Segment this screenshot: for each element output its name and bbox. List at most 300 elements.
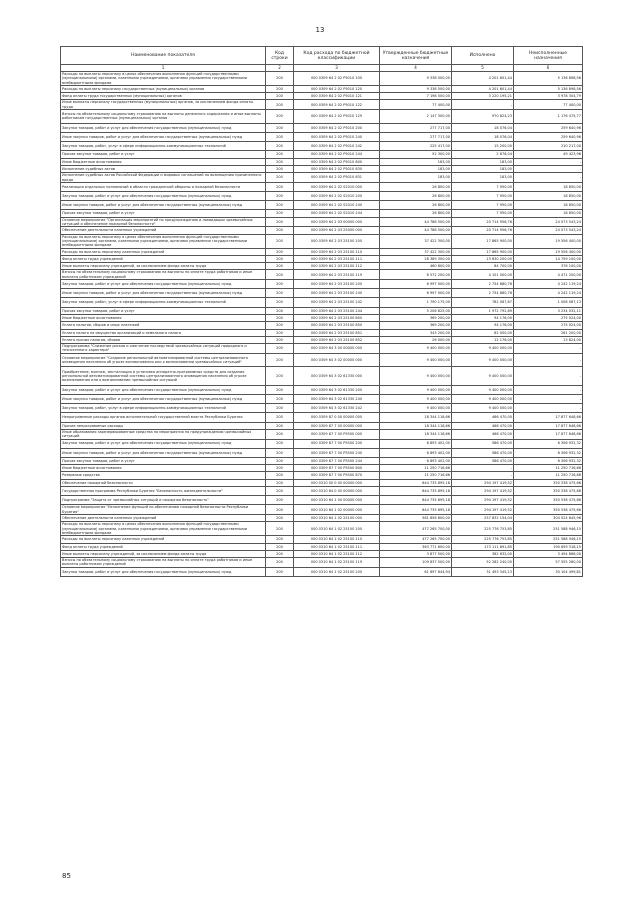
budget-code-cell: 000 0309 64 2 02 Р5010 800 [294,158,380,165]
approved-amount-cell: 44 788 500,00 [380,227,452,234]
budget-code-cell: 000 0310 00 0 00 00000 000 [294,479,380,486]
row-code-cell: 200 [266,123,294,132]
row-code-cell: 200 [266,210,294,217]
unexecuted-amount-cell: 210 217,00 [514,142,583,151]
table-row [61,515,583,522]
column-header: Код расхода по бюджетной классификации [294,47,380,65]
column-header: Код строки [266,47,294,65]
row-code-cell: 200 [266,133,294,142]
indicator-name-cell: Расходы на выплаты персоналу казенных учреждений [61,536,266,543]
table-row [61,210,583,217]
indicator-name-cell: Иные закупки товаров, работ и услуг для обеспечения государственных (муниципальных) нужд [61,448,266,457]
table-row [61,192,583,201]
table-row [61,496,583,505]
executed-amount-cell: 466 470,00 [452,422,514,429]
row-code-cell: 200 [266,344,294,354]
indicator-name-cell: Приобретение, монтаж, инсталляция и установка аппаратно-программных средств для создания региональной автоматизированной системы централизованного оповещения населения об угрозе возникновения или о возникновении чрезвычайных ситуаций [61,367,266,385]
table-row [61,472,583,479]
budget-code-cell: 000 0309 64 3 02 00000 000 [294,353,380,367]
table-row [61,522,583,536]
table-row [61,404,583,413]
table-row [61,439,583,448]
table-row [61,413,583,422]
budget-code-cell: 000 0309 64 2 03 25100 200 [294,280,380,289]
column-header: Утвержденные бюджетные назначения [380,47,452,65]
row-code-cell: 200 [266,522,294,536]
budget-code-cell: 000 0309 64 2 02 S2010 200 [294,192,380,201]
table-row [61,487,583,496]
table-row [61,280,583,289]
column-header: Неисполненные назначения [514,47,583,65]
table-row [61,558,583,568]
table-row [61,429,583,439]
unexecuted-amount-cell: 24 073 543,24 [514,227,583,234]
approved-amount-cell: 37 422 300,00 [380,248,452,255]
executed-amount-cell: 9 400 000,00 [452,404,514,413]
unexecuted-amount-cell: 11 250 716,66 [514,465,583,472]
approved-amount-cell: 7 198 500,00 [380,93,452,100]
unexecuted-amount-cell: - [514,158,583,165]
row-code-cell: 200 [266,567,294,576]
budget-code-cell: 000 0309 64 3 02 61330 240 [294,395,380,404]
unexecuted-amount-cell: 261 200,00 [514,329,583,336]
approved-amount-cell: 28 389 300,00 [380,255,452,262]
row-code-cell: 200 [266,158,294,165]
table-row [61,550,583,557]
budget-code-cell: 000 0309 64 2 03 25100 850 [294,322,380,329]
row-code-cell: 200 [266,465,294,472]
approved-amount-cell: 561 856 800,00 [380,515,452,522]
approved-amount-cell: 61 697 844,94 [380,567,452,576]
unexecuted-amount-cell: 3 234 032,11 [514,307,583,314]
approved-amount-cell: 183,00 [380,166,452,173]
table-row [61,448,583,457]
unexecuted-amount-cell: 49 423,96 [514,151,583,158]
table-row [61,479,583,486]
column-number: 3 [294,65,380,72]
table-row [61,289,583,298]
executed-amount-cell: 20 714 956,76 [452,217,514,227]
unexecuted-amount-cell: 30 104 499,81 [514,567,583,576]
unexecuted-amount-cell: 13 824,00 [514,336,583,343]
indicator-name-cell: Государственная программа Республики Бурятия "Безопасность жизнедеятельности" [61,487,266,496]
executed-amount-cell: 82 000,00 [452,329,514,336]
budget-code-cell: 000 0310 64 1 02 25100 000 [294,515,380,522]
indicator-name-cell: Прочая закупка товаров, работ и услуг [61,151,266,158]
budget-code-cell: 000 0309 87 7 00 Р5500 244 [294,457,380,464]
approved-amount-cell: 225 417,00 [380,142,452,151]
executed-amount-cell: 183,00 [452,158,514,165]
executed-amount-cell: 294 197 419,52 [452,479,514,486]
column-number: 1 [61,65,266,72]
executed-amount-cell: 17 865 900,00 [452,248,514,255]
unexecuted-amount-cell: 14 759 100,00 [514,255,583,262]
indicator-name-cell: Подпрограмма "Защита от чрезвычайных ситуаций и пожарная безопасность" [61,496,266,505]
executed-amount-cell: - [452,472,514,479]
budget-code-cell: 000 0309 64 2 02 Р5010 200 [294,123,380,132]
row-code-cell: 200 [266,448,294,457]
budget-code-cell: 000 0309 64 2 02 S2010 244 [294,210,380,217]
approved-amount-cell: 644 735 895,18 [380,505,452,515]
executed-amount-cell: 586 470,00 [452,439,514,448]
executed-amount-cell: 183,00 [452,173,514,183]
budget-code-cell: 000 0309 87 7 00 Р5500 200 [294,439,380,448]
unexecuted-amount-cell: 24 073 543,24 [514,217,583,227]
column-number: 6 [514,65,583,72]
row-code-cell: 200 [266,479,294,486]
executed-amount-cell: 7 950,00 [452,192,514,201]
unexecuted-amount-cell: - [514,395,583,404]
budget-code-cell: 000 0310 64 1 02 25100 119 [294,558,380,568]
indicator-name-cell: Взносы по обязательному социальному страхованию на выплаты денежного содержания и иные выплаты работникам государственных (муниципальных) органов [61,110,266,124]
executed-amount-cell: 9 400 000,00 [452,395,514,404]
row-code-cell: 200 [266,110,294,124]
budget-code-cell: 000 0309 64 2 03 00000 000 [294,217,380,227]
table-row [61,133,583,142]
budget-code-cell: 000 0309 64 2 03 25100 111 [294,255,380,262]
indicator-name-cell: Закупка товаров, работ и услуг для обеспечения государственных (муниципальных) нужд [61,280,266,289]
executed-amount-cell: 12 176,00 [452,336,514,343]
executed-amount-cell: - [452,100,514,110]
executed-amount-cell: 4 101 000,00 [452,270,514,280]
unexecuted-amount-cell: 350 538 475,66 [514,487,583,496]
table-body [61,72,583,577]
table-row [61,255,583,262]
table-row [61,166,583,173]
executed-amount-cell: 466 470,00 [452,429,514,439]
executed-amount-cell: 31 493 345,13 [452,567,514,576]
executed-amount-cell: 17 865 900,00 [452,234,514,248]
table-row [61,85,583,92]
indicator-name-cell: Закупка товаров, работ, услуг в сфере информационно-коммуникационных технологий [61,404,266,413]
budget-code-cell: 000 0309 64 2 02 Р5010 244 [294,151,380,158]
unexecuted-amount-cell: 259 640,96 [514,133,583,142]
executed-amount-cell: 782 087,87 [452,298,514,307]
budget-code-cell: 000 0309 64 2 02 Р5010 129 [294,110,380,124]
budget-code-cell: 000 0310 64 1 00 00000 000 [294,496,380,505]
table-row [61,270,583,280]
budget-code-cell: 000 0309 87 7 00 Р5500 240 [294,448,380,457]
column-number-row [61,65,583,72]
executed-amount-cell: 15 200,00 [452,142,514,151]
indicator-name-cell: Фонд оплаты труда учреждений [61,255,266,262]
executed-amount-cell: 382 632,00 [452,550,514,557]
row-code-cell: 200 [266,289,294,298]
approved-amount-cell: 6 893 402,00 [380,439,452,448]
indicator-name-cell: Закупка товаров, работ и услуг для обеспечения государственных (муниципальных) нужд [61,123,266,132]
unexecuted-amount-cell: 57 555 260,00 [514,558,583,568]
row-code-cell: 200 [266,270,294,280]
executed-amount-cell: 466 470,00 [452,413,514,422]
row-code-cell: 200 [266,151,294,158]
indicator-name-cell: Прочие непрограммные расходы [61,422,266,429]
table-row [61,344,583,354]
table-row [61,422,583,429]
budget-code-cell: 000 0309 87 7 00 Р5500 870 [294,472,380,479]
indicator-name-cell: Обеспечение деятельности казенных учреждений [61,515,266,522]
indicator-name-cell: Исполнение судебных актов [61,166,266,173]
approved-amount-cell: 26 800,00 [380,210,452,217]
column-header: Исполнено [452,47,514,65]
unexecuted-amount-cell: 3 978 304,79 [514,93,583,100]
approved-amount-cell: 26 800,00 [380,182,452,191]
budget-code-cell: 000 0309 64 2 02 Р5010 240 [294,133,380,142]
approved-amount-cell: 8 572 200,00 [380,270,452,280]
approved-amount-cell: 18 344 118,66 [380,429,452,439]
unexecuted-amount-cell: 19 556 400,00 [514,248,583,255]
budget-code-cell: 000 0310 64 1 02 25100 200 [294,567,380,576]
executed-amount-cell: 225 776 753,85 [452,522,514,536]
row-code-cell: 200 [266,385,294,394]
budget-code-cell: 000 0309 64 2 02 Р5010 100 [294,72,380,86]
executed-amount-cell: 94 176,00 [452,322,514,329]
approved-amount-cell: 369 200,00 [380,314,452,321]
budget-code-cell: 000 0309 64 2 03 25100 240 [294,289,380,298]
approved-amount-cell: 6 997 000,00 [380,289,452,298]
table-row [61,234,583,248]
indicator-name-cell: Закупка товаров, работ и услуг для обеспечения государственных (муниципальных) нужд [61,385,266,394]
executed-amount-cell: 9 400 000,00 [452,344,514,354]
unexecuted-amount-cell: - [514,367,583,385]
approved-amount-cell: 11 250 716,66 [380,472,452,479]
indicator-name-cell: Прочая закупка товаров, работ и услуг [61,307,266,314]
budget-code-cell: 000 0309 64 2 03 25000 000 [294,227,380,234]
page-number: 13 [315,26,325,34]
table-row [61,100,583,110]
row-code-cell: 200 [266,336,294,343]
column-number: 4 [380,65,452,72]
unexecuted-amount-cell: 251 588 946,15 [514,522,583,536]
indicator-name-cell: Расходы на выплаты персоналу в целях обеспечения выполнения функций государственными (муниципальными) органами, казенными учреждениями, органами управления государственными внебюджетными фондами [61,72,266,86]
unexecuted-amount-cell: 350 538 475,66 [514,505,583,515]
indicator-name-cell: Закупка товаров, работ, услуг в сфере информационно-коммуникационных технологий [61,298,266,307]
unexecuted-amount-cell: 6 306 932,32 [514,439,583,448]
row-code-cell: 200 [266,429,294,439]
indicator-name-cell: Реализация отдельных полномочий в области гражданской обороны и пожарной безопасности [61,182,266,191]
budget-code-cell: 000 0309 64 2 03 25100 851 [294,329,380,336]
column-number: 5 [452,65,514,72]
budget-code-cell: 000 0309 87 7 00 00000 000 [294,422,380,429]
budget-code-cell: 000 0310 64 1 02 25100 111 [294,543,380,550]
approved-amount-cell: 644 735 895,18 [380,479,452,486]
unexecuted-amount-cell: 251 588 946,15 [514,536,583,543]
row-code-cell: 200 [266,166,294,173]
unexecuted-amount-cell: 17 877 648,66 [514,429,583,439]
table-row [61,142,583,151]
unexecuted-amount-cell: 18 850,00 [514,182,583,191]
budget-code-cell: 000 0309 64 2 02 Р5010 831 [294,173,380,183]
row-code-cell: 200 [266,353,294,367]
unexecuted-amount-cell: 6 306 932,32 [514,457,583,464]
row-code-cell: 200 [266,201,294,210]
indicator-name-cell: Иные выплаты персоналу учреждений, за исключением фонда оплаты труда [61,550,266,557]
indicator-name-cell: Иные выплаты персоналу учреждений, за исключением фонда оплаты труда [61,263,266,270]
indicator-name-cell: Иные закупки товаров, работ и услуг для обеспечения государственных (муниципальных) нужд [61,201,266,210]
row-code-cell: 200 [266,263,294,270]
indicator-name-cell: Закупка товаров, работ и услуг для обеспечения государственных (муниципальных) нужд [61,192,266,201]
budget-code-cell: 000 0309 64 2 02 S2010 000 [294,182,380,191]
unexecuted-amount-cell: 4 471 200,00 [514,270,583,280]
unexecuted-amount-cell: - [514,173,583,183]
approved-amount-cell: 460 800,00 [380,263,452,270]
unexecuted-amount-cell: - [514,353,583,367]
approved-amount-cell: 277 717,00 [380,123,452,132]
unexecuted-amount-cell: 304 024 645,96 [514,515,583,522]
budget-code-cell: 000 0309 64 3 00 00000 000 [294,344,380,354]
executed-amount-cell: 2 754 880,76 [452,289,514,298]
table-row [61,298,583,307]
table-row [61,151,583,158]
executed-amount-cell: 257 832 154,04 [452,515,514,522]
executed-amount-cell: 7 950,00 [452,201,514,210]
indicator-name-cell: Непрограммные расходы органов исполнительной государственной власти Республики Бурятия [61,413,266,422]
table-row [61,314,583,321]
approved-amount-cell: 6 893 402,00 [380,457,452,464]
approved-amount-cell: 343 200,00 [380,329,452,336]
row-code-cell: 200 [266,472,294,479]
table-row [61,201,583,210]
unexecuted-amount-cell: 5 136 898,56 [514,85,583,92]
column-number: 2 [266,65,294,72]
unexecuted-amount-cell: 1 176 475,77 [514,110,583,124]
table-row [61,567,583,576]
budget-code-cell: 000 0309 64 2 03 25100 244 [294,307,380,314]
approved-amount-cell: 183,00 [380,173,452,183]
indicator-name-cell: Основное мероприятие "Организация мероприятий по предупреждению и ликвидации чрезвычайных ситуаций и обеспечение пожарной безопасности" [61,217,266,227]
budget-code-cell: 000 0309 64 3 02 61330 000 [294,367,380,385]
executed-amount-cell: 970 824,23 [452,110,514,124]
executed-amount-cell: 84 700,00 [452,263,514,270]
indicator-name-cell: Исполнение судебных актов Российской Федерации и мировых соглашений по возмещению причиненного вреда [61,173,266,183]
row-code-cell: 200 [266,329,294,336]
indicator-name-cell: Фонд оплаты труда учреждений [61,543,266,550]
budget-code-cell: 000 0310 64 1 02 00000 000 [294,505,380,515]
table-row [61,217,583,227]
row-code-cell: 200 [266,422,294,429]
approved-amount-cell: 363 771 600,00 [380,543,452,550]
approved-amount-cell: 26 800,00 [380,201,452,210]
approved-amount-cell: 26 000,00 [380,336,452,343]
executed-amount-cell: 294 197 419,52 [452,505,514,515]
executed-amount-cell: 9 400 000,00 [452,353,514,367]
executed-amount-cell: 3 220 195,21 [452,93,514,100]
row-code-cell: 200 [266,227,294,234]
executed-amount-cell: 18 076,04 [452,133,514,142]
executed-amount-cell: 9 400 000,00 [452,367,514,385]
table-row [61,367,583,385]
budget-code-cell: 000 0309 64 2 02 Р5010 122 [294,100,380,110]
executed-amount-cell: 52 282 240,00 [452,558,514,568]
unexecuted-amount-cell: 4 242 119,24 [514,289,583,298]
indicator-name-cell: Уплата налога на имущество организаций и земельного налога [61,329,266,336]
budget-code-cell: 000 0309 87 0 00 00000 000 [294,413,380,422]
executed-amount-cell: 225 776 753,85 [452,536,514,543]
indicator-name-cell: Иные закупки товаров, работ и услуг для обеспечения государственных (муниципальных) нужд [61,395,266,404]
row-code-cell: 200 [266,100,294,110]
approved-amount-cell: 2 147 300,00 [380,110,452,124]
approved-amount-cell: 9 400 000,00 [380,367,452,385]
unexecuted-amount-cell: 376 100,00 [514,263,583,270]
table-row [61,336,583,343]
executed-amount-cell: 294 197 419,52 [452,487,514,496]
column-header: Наименование показателя [61,47,266,65]
budget-code-cell: 000 0309 64 2 02 Р5010 242 [294,142,380,151]
executed-amount-cell: 7 950,00 [452,210,514,217]
budget-code-cell: 000 0309 64 3 02 61330 242 [294,404,380,413]
approved-amount-cell: 9 400 000,00 [380,385,452,394]
unexecuted-amount-cell: 6 306 932,32 [514,448,583,457]
row-code-cell: 200 [266,85,294,92]
row-code-cell: 200 [266,192,294,201]
budget-code-cell: 000 0310 64 1 02 25100 100 [294,522,380,536]
approved-amount-cell: 644 735 895,18 [380,487,452,496]
row-code-cell: 200 [266,314,294,321]
row-code-cell: 200 [266,72,294,86]
table-row [61,329,583,336]
row-code-cell: 200 [266,505,294,515]
unexecuted-amount-cell: 275 024,00 [514,322,583,329]
indicator-name-cell: Иные закупки товаров, работ и услуг для обеспечения государственных (муниципальных) нужд [61,289,266,298]
indicator-name-cell: Расходы на выплаты персоналу в целях обеспечения выполнения функций государственными (муниципальными) органами, казенными учреждениями, органами управления государственными внебюджетными фондами [61,234,266,248]
indicator-name-cell: Иные бюджетные ассигнования [61,465,266,472]
indicator-name-cell: Взносы по обязательному социальному страхованию на выплаты по оплате труда работников и иные выплаты работникам учреждений [61,270,266,280]
executed-amount-cell: 2 876,04 [452,151,514,158]
footer-number: 85 [62,872,71,880]
unexecuted-amount-cell: - [514,385,583,394]
row-code-cell: 200 [266,413,294,422]
unexecuted-amount-cell: 18 850,00 [514,201,583,210]
approved-amount-cell: 11 250 716,66 [380,465,452,472]
budget-code-cell: 000 0309 64 2 02 S2010 240 [294,201,380,210]
header-row [61,47,583,65]
row-code-cell: 200 [266,280,294,289]
approved-amount-cell: 6 893 402,00 [380,448,452,457]
approved-amount-cell: 9 400 000,00 [380,344,452,354]
unexecuted-amount-cell: 5 136 898,56 [514,72,583,86]
table-row [61,182,583,191]
unexecuted-amount-cell: 17 877 648,66 [514,413,583,422]
budget-code-cell: 000 0309 64 2 03 25100 110 [294,248,380,255]
approved-amount-cell: 18 344 118,66 [380,413,452,422]
budget-code-cell: 000 0309 87 7 00 Р5500 800 [294,465,380,472]
row-code-cell: 200 [266,543,294,550]
indicator-name-cell: Закупка товаров, работ и услуг для обеспечения государственных (муниципальных) нужд [61,439,266,448]
row-code-cell: 200 [266,558,294,568]
executed-amount-cell: 7 950,00 [452,182,514,191]
approved-amount-cell: 109 837 500,00 [380,558,452,568]
indicator-name-cell: Взносы по обязательному социальному страхованию на выплаты по оплате труда работников и иные выплаты работникам учреждений [61,558,266,568]
approved-amount-cell: 52 300,00 [380,151,452,158]
approved-amount-cell: 6 997 000,00 [380,280,452,289]
table-row [61,385,583,394]
approved-amount-cell: 277 717,00 [380,133,452,142]
indicator-name-cell: Основное мероприятие "Создание региональной автоматизированной системы централизованного оповещения населения об угрозе возникновения или о возникновении чрезвычайных ситуаций" [61,353,266,367]
table-header [61,47,583,72]
budget-code-cell: 000 0309 64 2 03 25100 112 [294,263,380,270]
executed-amount-cell: 173 111 891,85 [452,543,514,550]
executed-amount-cell: 4 201 601,44 [452,72,514,86]
indicator-name-cell: Резервные средства [61,472,266,479]
unexecuted-amount-cell: - [514,344,583,354]
row-code-cell: 200 [266,93,294,100]
table-row [61,158,583,165]
indicator-name-cell: Подпрограмма "Снижение рисков и смягчение последствий чрезвычайных ситуаций природного и техногенного характера" [61,344,266,354]
budget-code-cell: 000 0309 64 2 03 25100 242 [294,298,380,307]
approved-amount-cell: 9 400 000,00 [380,353,452,367]
indicator-name-cell: Иные выплаты персоналу государственных (муниципальных) органов, за исключением фонда оплаты труда [61,100,266,110]
executed-amount-cell: 2 754 880,76 [452,280,514,289]
indicator-name-cell: Иные бюджетные ассигнования [61,158,266,165]
